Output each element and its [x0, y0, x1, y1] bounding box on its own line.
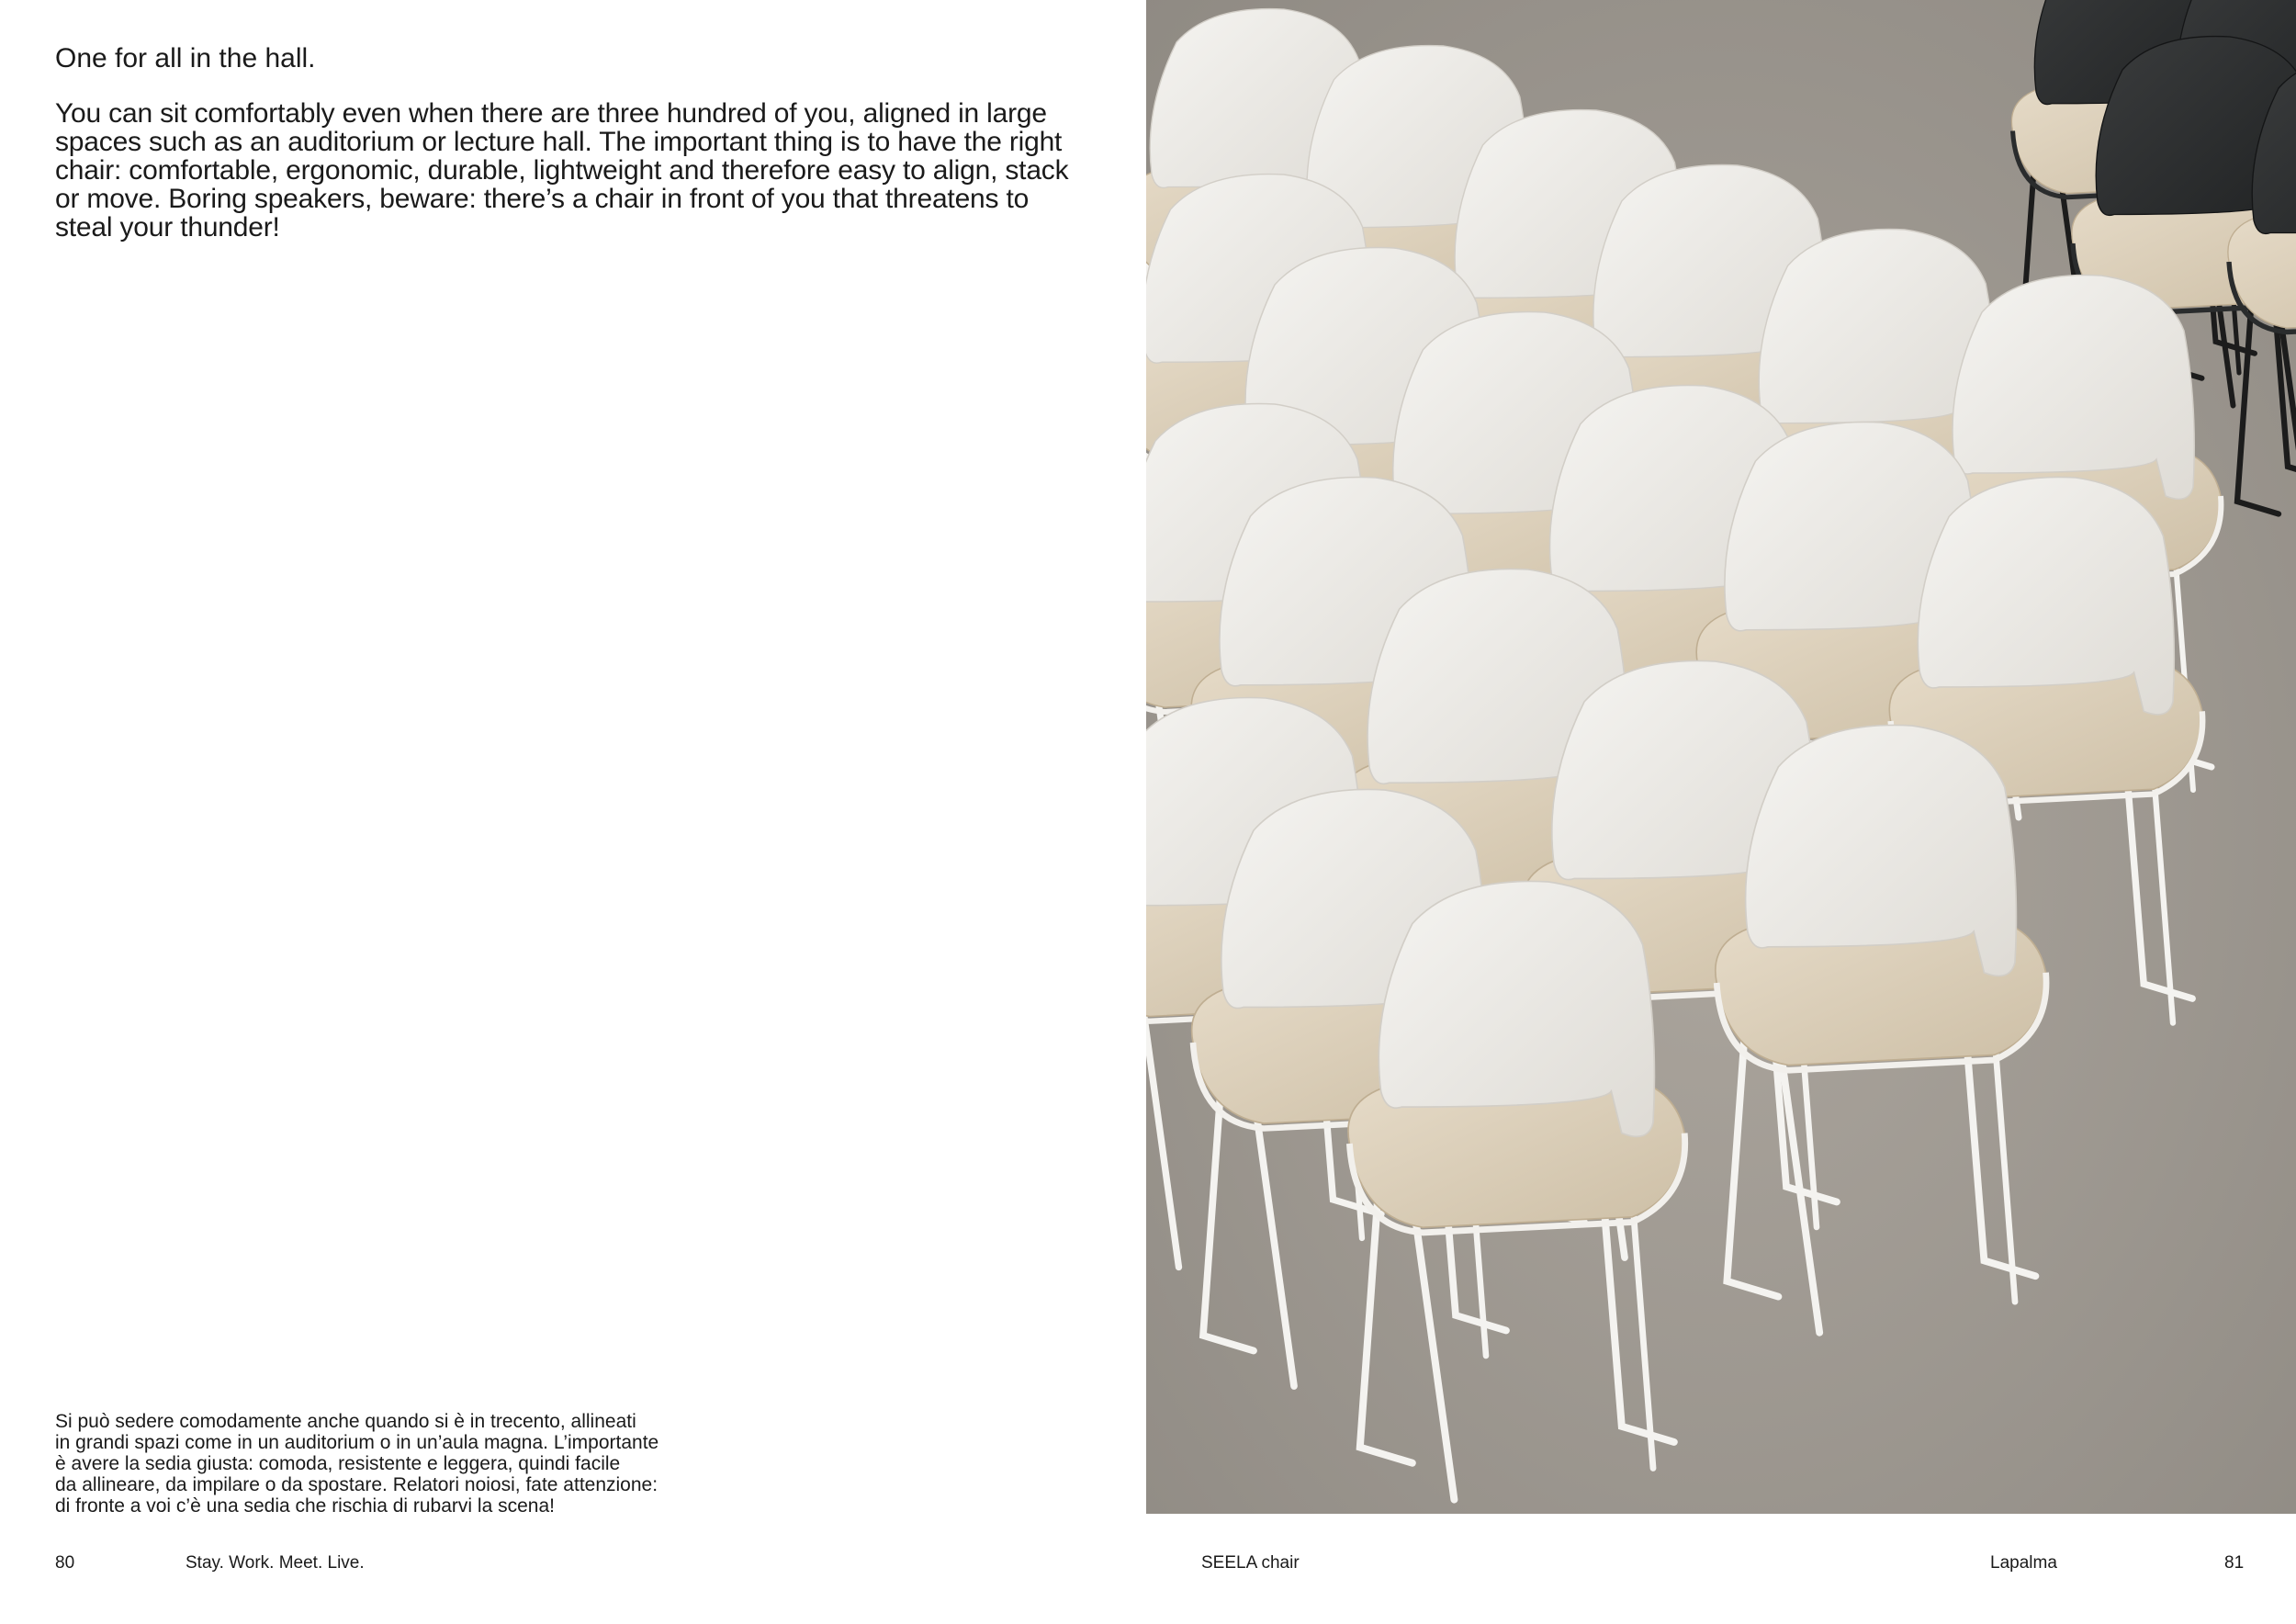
page-number-left: 80	[55, 1553, 75, 1573]
footer-brand: Lapalma	[1990, 1553, 2057, 1573]
chairs-photo	[1146, 0, 2296, 1514]
chairs-illustration	[1146, 0, 2296, 1514]
page-number-right: 81	[2224, 1553, 2245, 1573]
footer-tagline: Stay. Work. Meet. Live.	[186, 1553, 365, 1573]
page-heading: One for all in the hall.	[55, 43, 316, 73]
footer-product-name: SEELA chair	[1201, 1553, 1300, 1573]
italian-body-text: Si può sedere comodamente anche quando si è in trecento, allineati in grandi spazi come in un auditorium o in un’aula magna. L’importante è avere la sedia giusta: comoda, resistente e leggera, quindi facile da allineare, da impilare o da spostare. Relatori noiosi, fate attenzione: di fronte a voi c’è una sedia che rischia di rubarvi la scena!	[55, 1411, 659, 1517]
english-body-text: You can sit comfortably even when there are three hundred of you, aligned in large spaces such as an auditorium or lecture hall. The important thing is to have the right chair: comfortable, ergonomic, durable, lightweight and therefore easy to align, stack or move. Boring speakers, beware: there’s a chair in front of you that threatens to steal your thunder!	[55, 98, 1069, 242]
left-page	[0, 0, 1146, 1624]
